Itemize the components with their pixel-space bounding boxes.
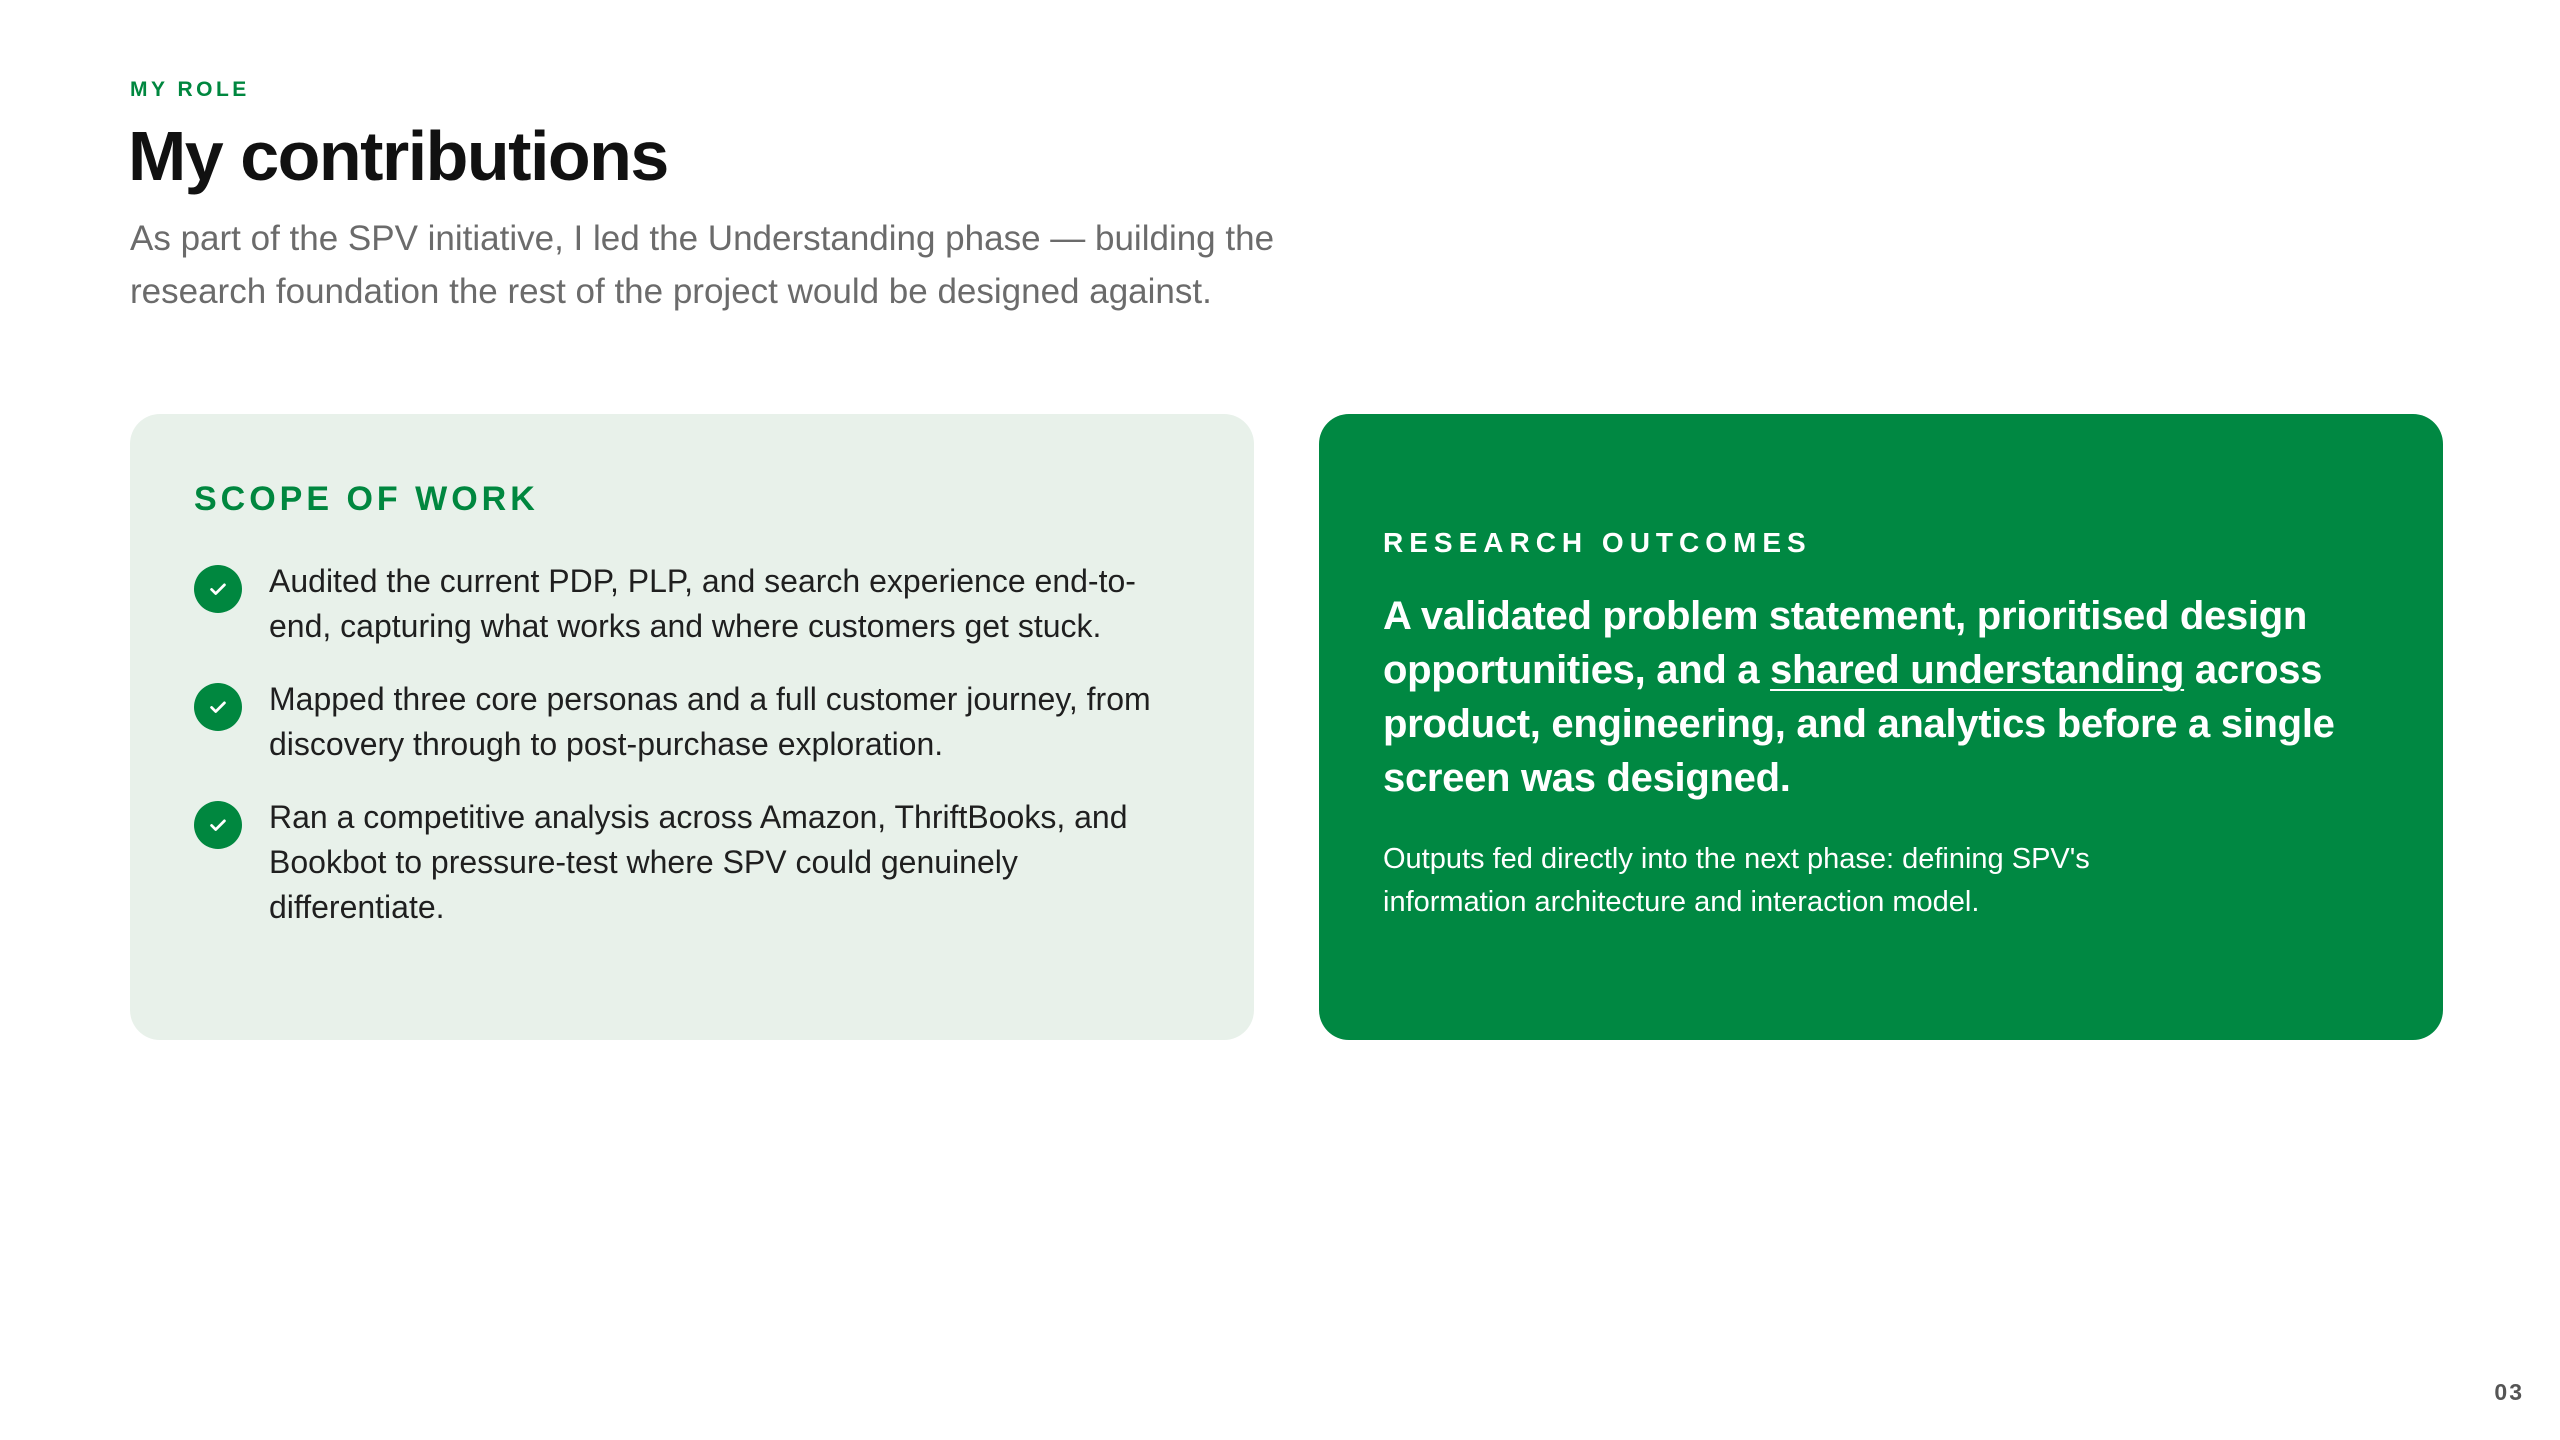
check-circle-icon bbox=[194, 683, 242, 731]
check-circle-icon bbox=[194, 565, 242, 613]
list-item bbox=[194, 795, 1194, 930]
scope-list bbox=[194, 559, 1194, 958]
outcome-note: Outputs fed directly into the next phase: defining SPV's information architecture and interaction model. bbox=[1383, 843, 2090, 918]
page-subtitle: As part of the SPV initiative, I led the Understanding phase — building the research foundation the rest of the project would be designed against. bbox=[130, 219, 1275, 311]
page-number: 03 bbox=[2494, 1379, 2524, 1405]
research-outcomes-card bbox=[1319, 414, 2443, 1040]
page-title: My contributions bbox=[128, 117, 668, 195]
scope-of-work-card bbox=[130, 414, 1254, 1040]
list-item-text: Ran a competitive analysis across Amazon, ThriftBooks, and Bookbot to pressure-test where SPV could genuinely differentiate. bbox=[269, 799, 1128, 925]
outcomes-heading: RESEARCH OUTCOMES bbox=[1383, 527, 1812, 558]
list-item bbox=[194, 559, 1194, 649]
scope-heading: SCOPE OF WORK bbox=[194, 480, 539, 518]
list-item-text: Audited the current PDP, PLP, and search experience end-to-end, capturing what works and where customers get stuck. bbox=[269, 563, 1136, 644]
eyebrow-label: MY ROLE bbox=[130, 78, 250, 101]
statement-text-start: A validated problem statement, prioritised design opportunities, and a bbox=[1383, 594, 2308, 692]
list-item-text: Mapped three core personas and a full customer journey, from discovery through to post-purchase exploration. bbox=[269, 681, 1151, 762]
statement-text-end: across product, engineering, and analytics before a single screen was designed. bbox=[1383, 648, 2335, 800]
statement-highlight: shared understanding bbox=[1770, 648, 2185, 692]
list-item bbox=[194, 677, 1194, 767]
check-circle-icon bbox=[194, 801, 242, 849]
outcome-statement bbox=[1383, 589, 2363, 805]
